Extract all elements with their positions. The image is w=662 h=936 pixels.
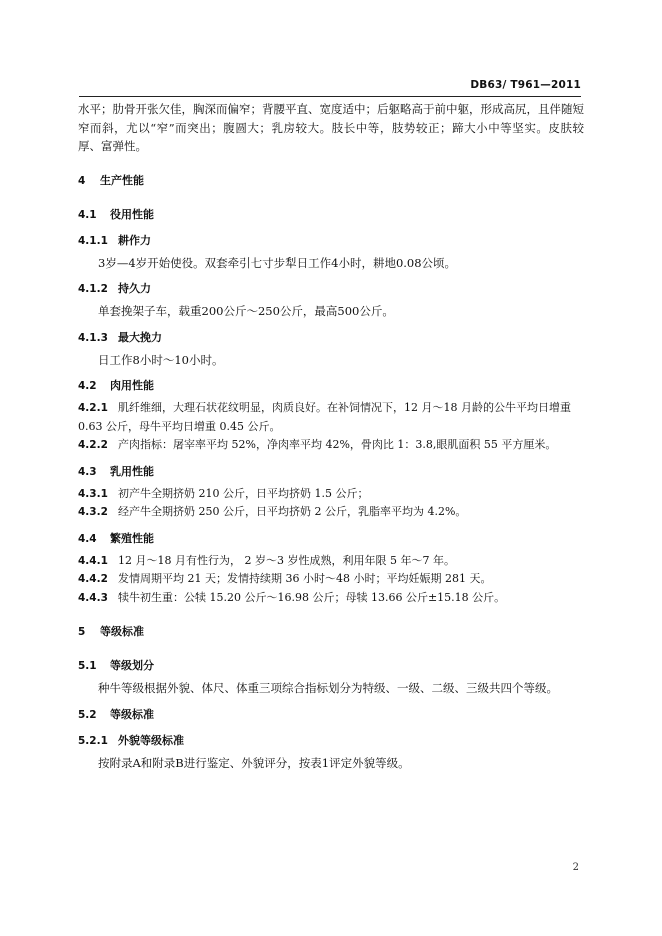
clause-text: 经产牛全期挤奶 250 公斤，日平均挤奶 2 公斤，乳脂率平均为 4.2%。 (118, 505, 467, 518)
section-number: 4 (78, 174, 86, 187)
section-number: 4.2 (78, 380, 97, 392)
section-title: 役用性能 (110, 207, 154, 221)
standard-code-header: DB63/ T961—2011 (470, 79, 581, 91)
header-rule (79, 96, 581, 97)
section-title: 乳用性能 (110, 464, 154, 478)
section-4-1-3-heading (78, 329, 584, 347)
section-5-1-text: 种牛等级根据外貌、体尺、体重三项综合指标划分为特级、一级、二级、三级共四个等级。 (98, 681, 558, 695)
clause-number: 4.4.2 (78, 573, 108, 585)
clause-4-4-1 (78, 552, 584, 571)
section-title: 繁殖性能 (110, 531, 154, 545)
section-title: 持久力 (118, 282, 151, 295)
section-number: 5 (78, 626, 86, 638)
section-4-heading (78, 172, 584, 190)
clause-4-3-2 (78, 503, 584, 522)
section-title: 外貌等级标准 (118, 733, 184, 747)
section-title: 最大挽力 (118, 330, 162, 344)
clause-number: 4.3.2 (78, 506, 108, 518)
section-4-2-heading (78, 377, 584, 395)
clause-4-3-1 (78, 485, 584, 504)
section-4-1-heading (78, 206, 584, 224)
section-number: 4.1.1 (78, 234, 108, 247)
section-4-1-1-text: 3岁—4岁开始使役。双套牵引七寸步犁日工作4小时，耕地0.08公顷。 (98, 255, 457, 270)
section-4-3-heading (78, 463, 584, 481)
section-title: 等级标准 (110, 707, 154, 721)
clause-number: 4.2.2 (78, 439, 108, 451)
section-number: 4.1.3 (78, 331, 108, 344)
section-4-1-2-text: 单套挽架子车，载重200公斤～250公斤，最高500公斤。 (98, 304, 394, 318)
clause-number: 4.4.3 (78, 591, 108, 604)
section-number: 4.4 (78, 532, 97, 545)
section-4-4-heading (78, 530, 584, 548)
clause-4-4-3 (78, 589, 584, 608)
section-number: 4.3 (78, 465, 97, 478)
clause-4-2-1 (78, 399, 584, 436)
section-number: 5.2 (78, 708, 97, 721)
intro-paragraph: 水平；肋骨开张欠佳，胸深而偏窄；背腰平直、宽度适中；后躯略高于前中躯，形成高尻，且伴随短窄而斜，尤以“窄”而突出；腹圆大；乳房较大。肢长中等，肢势较正；蹄大小中等坚实。皮肤较厚、富弹性。 (78, 102, 584, 153)
section-title: 等级划分 (110, 659, 154, 672)
section-5-2-1-text: 按附录A和附录B进行鉴定、外貌评分，按表1评定外貌等级。 (98, 755, 410, 770)
section-title: 生产性能 (100, 173, 144, 187)
clause-text: 肌纤维细，大理石状花纹明显，肉质良好。在补饲情况下，12 月～18 月龄的公牛平均日增重 0.63 公斤，母牛平均日增重 0.45 公斤。 (78, 401, 571, 433)
clause-4-4-2 (78, 570, 584, 589)
document-body (78, 100, 584, 772)
section-number: 5.1 (78, 660, 97, 672)
section-number: 5.2.1 (78, 734, 108, 747)
clause-text: 发情周期平均 21 天；发情持续期 36 小时～48 小时；平均妊娠期 281 天。 (118, 572, 492, 585)
section-5-2-heading (78, 706, 584, 724)
clause-text: 产肉指标：屠宰率平均 52%，净肉率平均 42%，骨肉比 1：3.8,眼肌面积 55 平方厘米。 (118, 438, 557, 451)
section-5-heading (78, 623, 584, 641)
section-title: 肉用性能 (110, 379, 154, 392)
clause-text: 犊牛初生重：公犊 15.20 公斤～16.98 公斤；母犊 13.66 公斤±15.18 公斤。 (118, 590, 506, 604)
section-number: 4.1.2 (78, 283, 108, 295)
section-4-1-1-heading (78, 232, 584, 250)
section-4-1-2-heading (78, 280, 584, 298)
clause-text: 初产牛全期挤奶 210 公斤，日平均挤奶 1.5 公斤； (118, 486, 369, 500)
clause-number: 4.2.1 (78, 402, 108, 414)
page-number: 2 (572, 862, 579, 873)
clause-number: 4.4.1 (78, 554, 108, 567)
section-title: 耕作力 (118, 233, 151, 247)
section-4-1-3-text: 日工作8小时～10小时。 (98, 352, 224, 367)
section-5-2-1-heading (78, 732, 584, 750)
clause-4-2-2 (78, 436, 584, 455)
clause-number: 4.3.1 (78, 487, 108, 500)
clause-text: 12 月～18 月有性行为， 2 岁～3 岁性成熟，利用年限 5 年～7 年。 (118, 553, 455, 567)
section-number: 4.1 (78, 208, 97, 221)
section-5-1-heading (78, 657, 584, 675)
section-title: 等级标准 (100, 625, 144, 638)
